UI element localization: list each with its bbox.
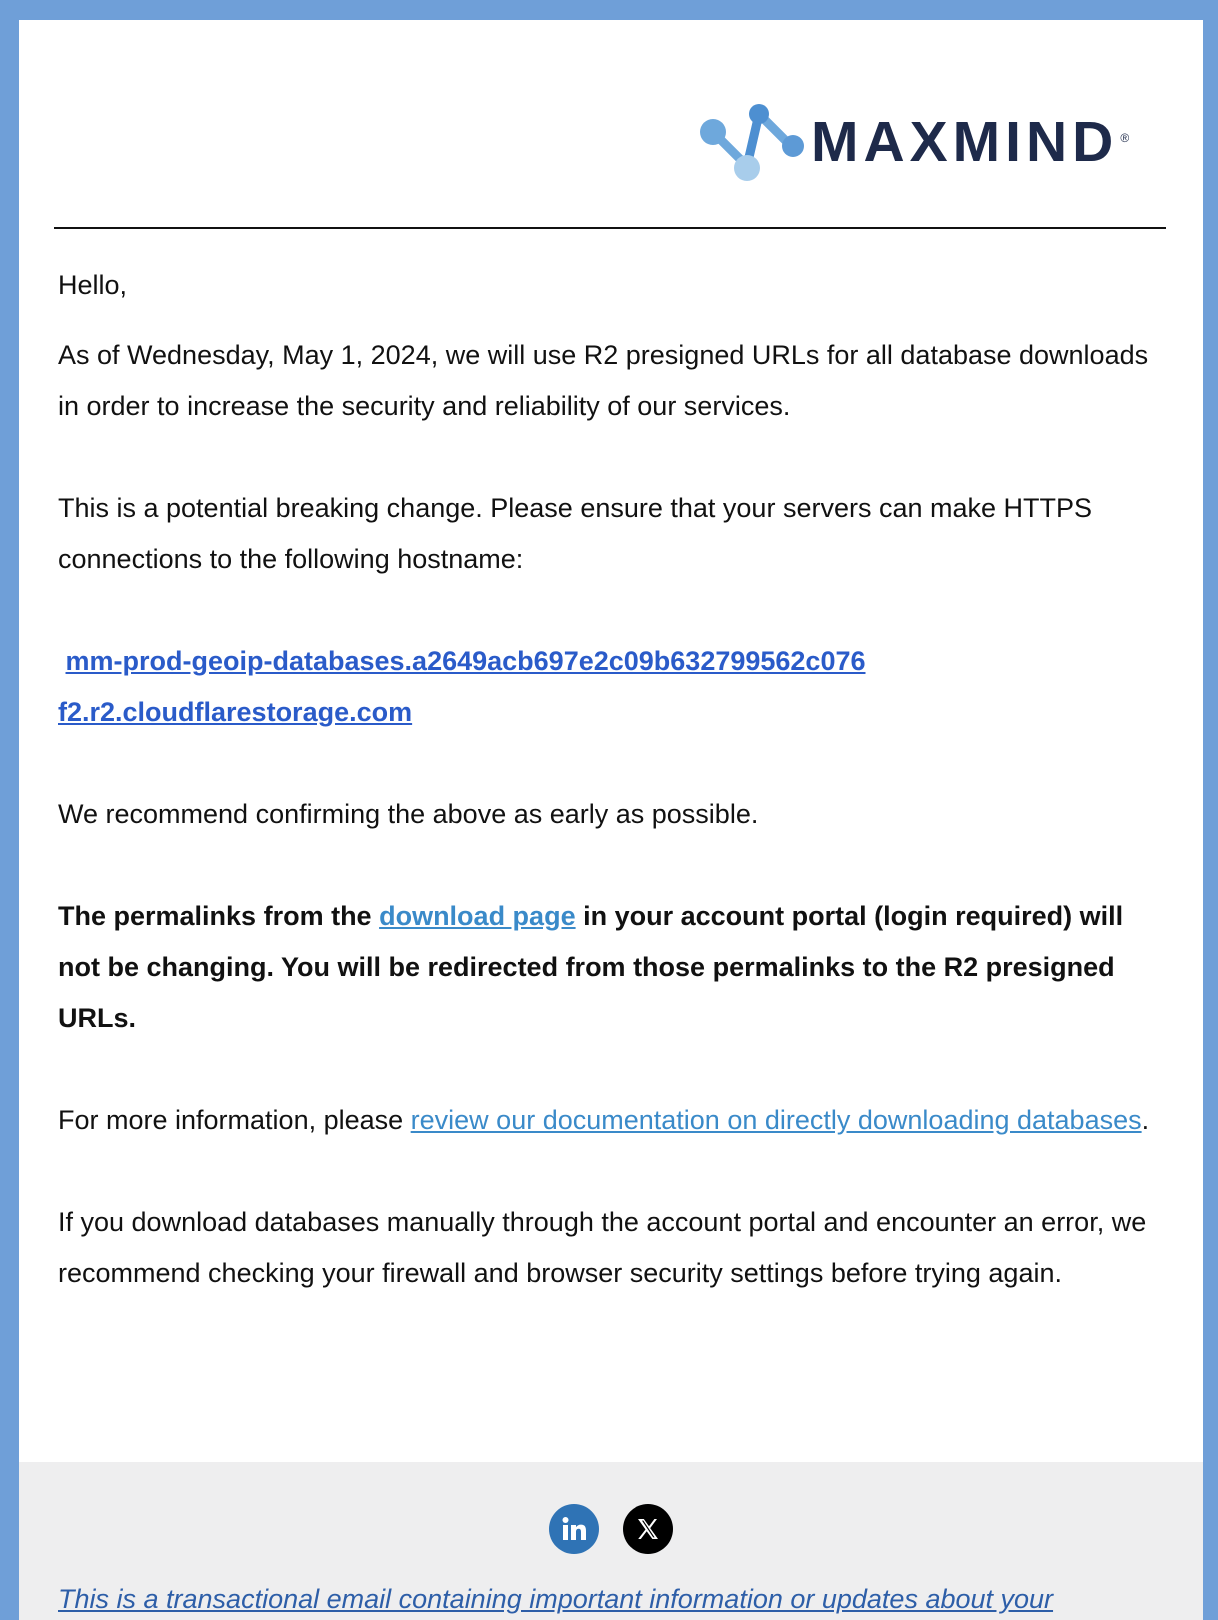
maxmind-logo[interactable] [695,92,1185,192]
hostname-link-part2[interactable]: f2.r2.cloudflarestorage.com [58,697,413,727]
hostname-link-part1[interactable]: mm-prod-geoip-databases.a2649acb697e2c09b632799562c076 [65,646,866,676]
paragraph-recommendation: We recommend confirming the above as early as possible. [58,799,759,829]
more-info-text-after: . [1141,1105,1150,1135]
email-card [19,20,1203,1620]
registered-mark: ® [1120,131,1130,145]
maxmind-molecule-icon [695,102,805,182]
email-body [58,260,1168,1350]
paragraph-manual-downloads: If you download databases manually through the account portal and encounter an error, we recommend checking your firewall and browser security settings before trying again. [58,1207,1147,1288]
permalinks-text-before: The permalinks from the [58,901,380,931]
paragraph-permalinks [58,891,1168,1044]
transactional-email-notice: This is a transactional email containing important information or updates about your [58,1584,1054,1614]
header-divider [54,227,1166,229]
maxmind-wordmark: MAXMIND [811,109,1119,174]
paragraph-breaking-change: This is a potential breaking change. Please ensure that your servers can make HTTPS connections to the following hostname: [58,493,1093,574]
greeting: Hello, [58,270,128,300]
more-info-text-before: For more information, please [58,1105,411,1135]
linkedin-icon[interactable] [549,1504,599,1554]
email-footer [19,1462,1203,1620]
hostname-block [58,636,1168,738]
permalinks-text-after: in your account portal (login required) will not be changing. You will be redirected from those permalinks to the R2 presigned URLs. [58,901,1124,1033]
paragraph-more-info [58,1095,1168,1146]
documentation-link[interactable]: review our documentation on directly downloading databases [410,1105,1142,1135]
social-links [19,1504,1203,1554]
paragraph-r2-announcement: As of Wednesday, May 1, 2024, we will use R2 presigned URLs for all database downloads in order to increase the security and reliability of our services. [58,340,1149,421]
download-page-link[interactable]: download page [379,901,576,931]
email-header [19,20,1203,229]
x-icon[interactable] [623,1504,673,1554]
